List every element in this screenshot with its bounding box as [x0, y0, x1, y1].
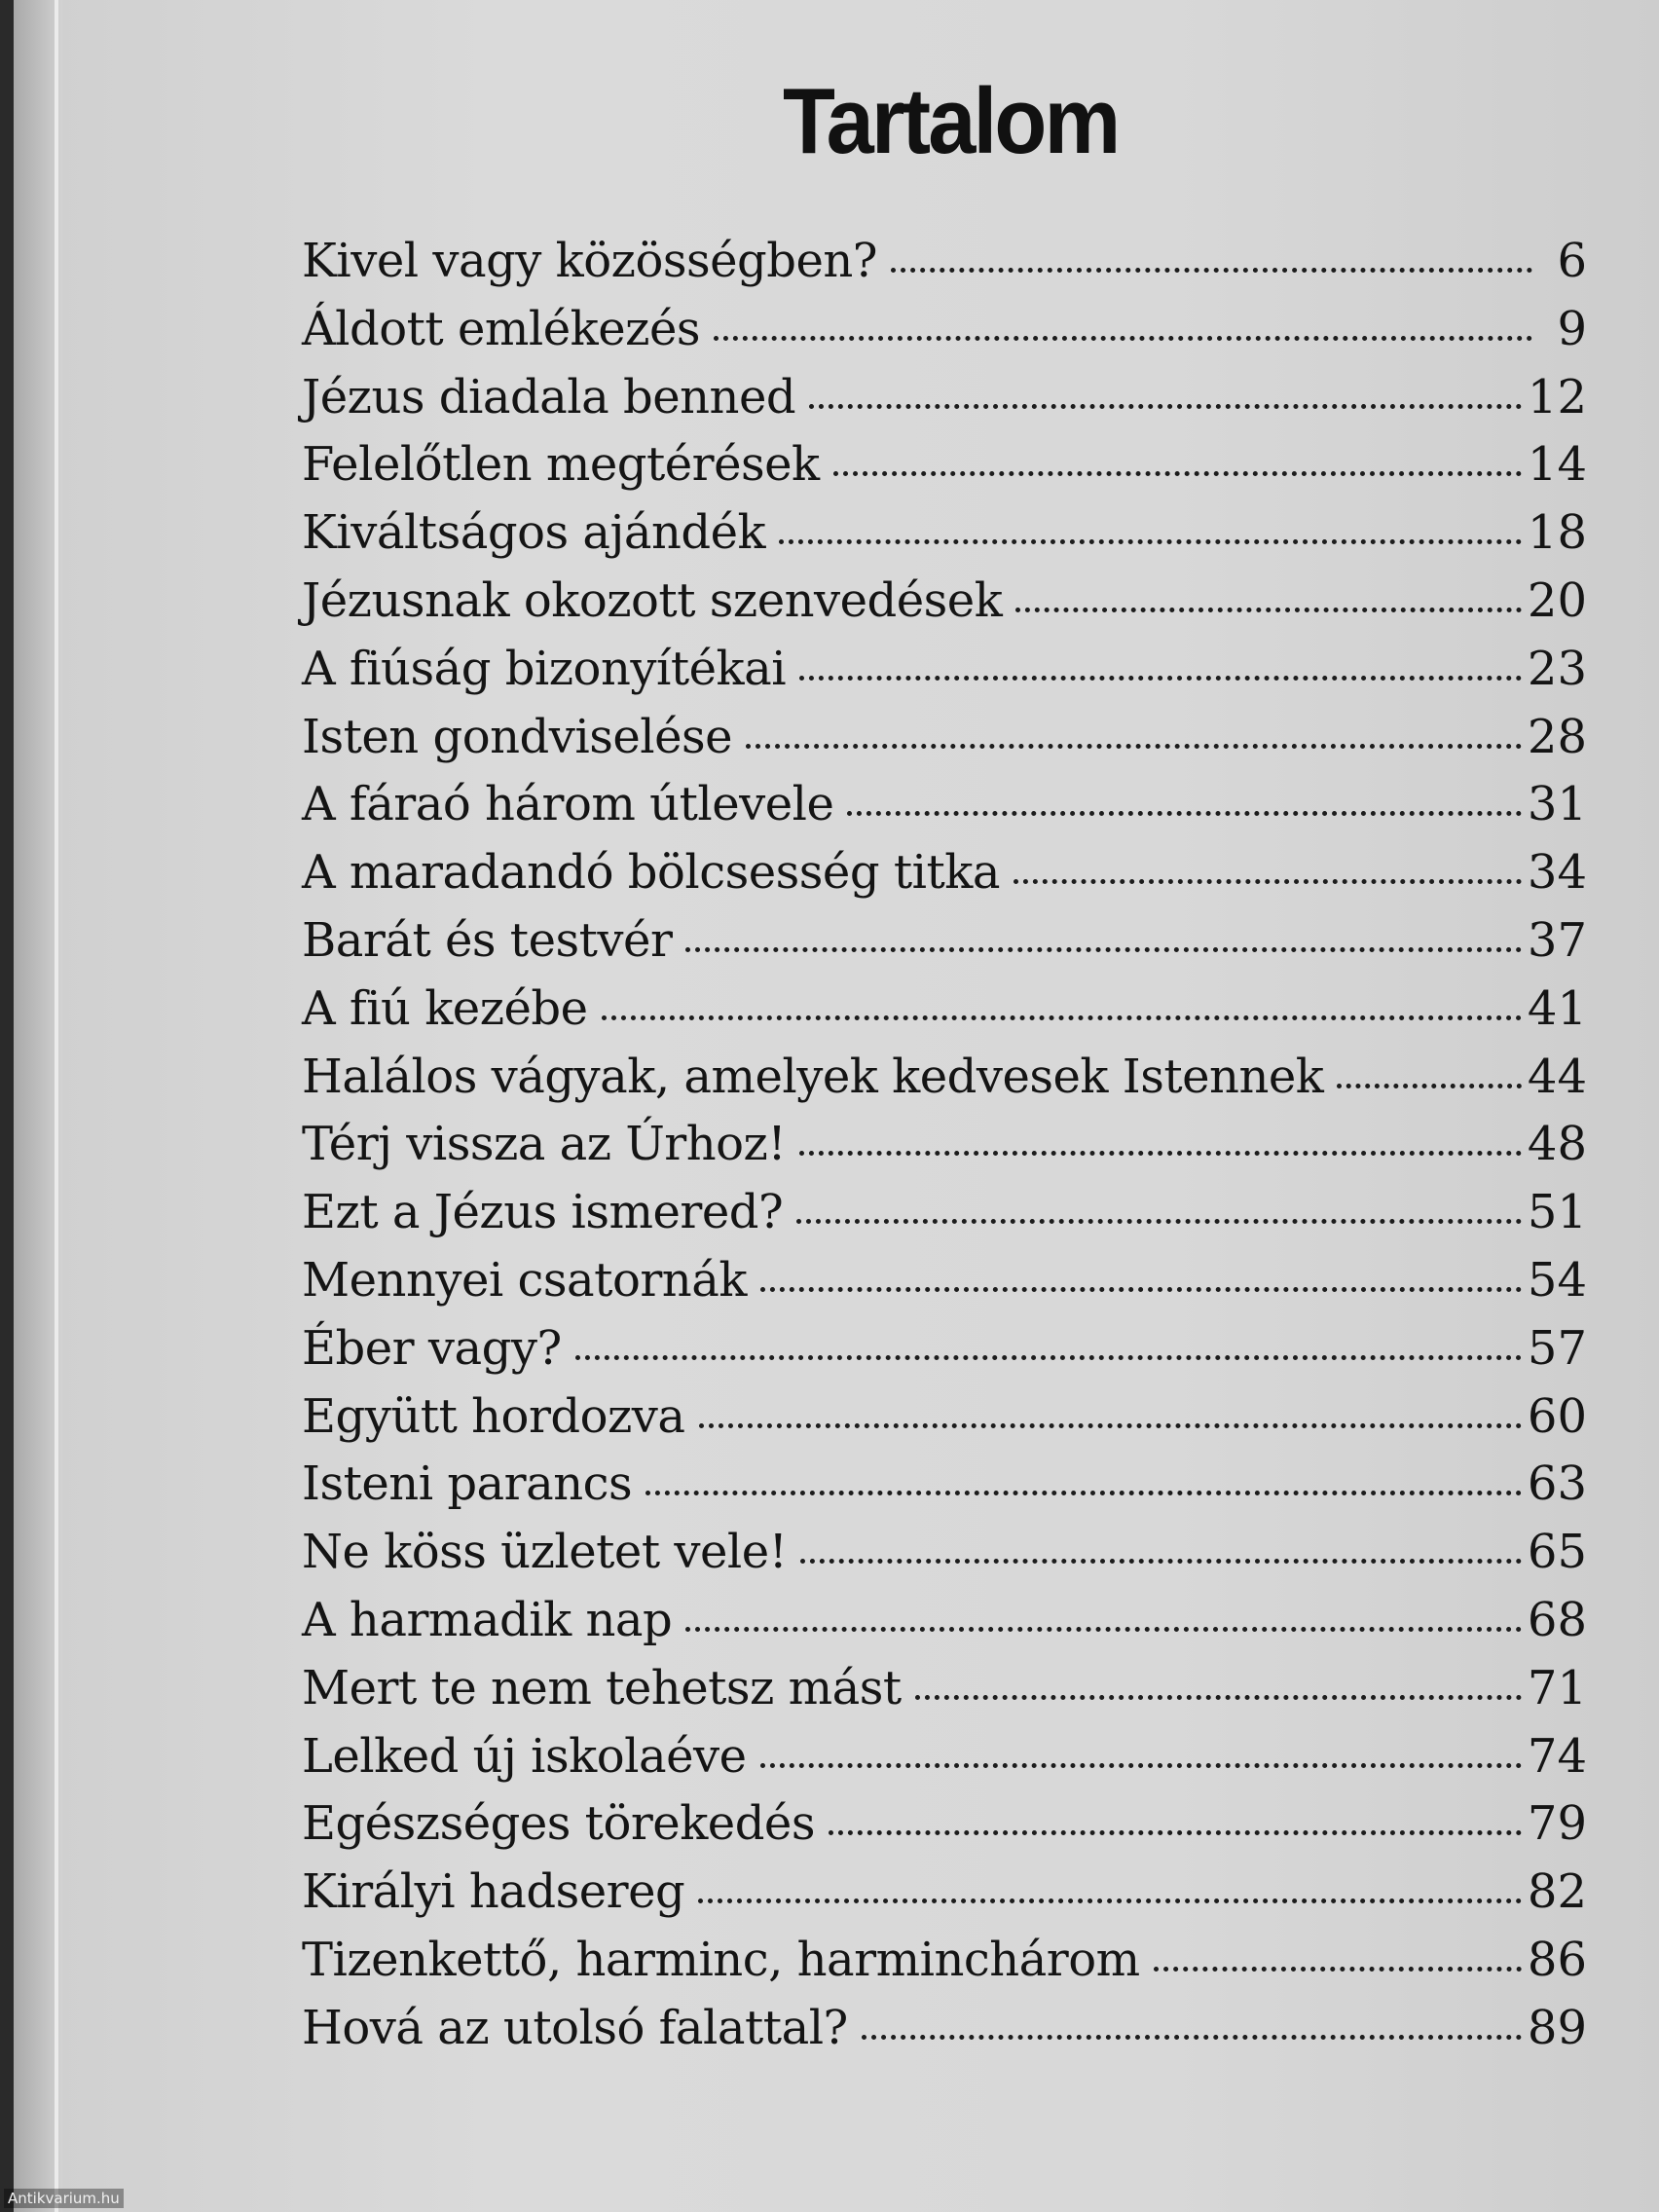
dot-leader: [847, 811, 1522, 816]
toc-entry-title: Ne köss üzletet vele!: [302, 1525, 788, 1580]
toc-entry-title: Egészséges törekedés: [302, 1796, 815, 1852]
dot-leader: [1014, 879, 1522, 884]
toc-entry-title: Áldott emlékezés: [302, 301, 700, 356]
toc-entry-title: Királyi hadsereg: [302, 1864, 685, 1920]
toc-entry-title: Együtt hordozva: [302, 1388, 685, 1444]
toc-entry-page-number: 74: [1527, 1728, 1587, 1784]
toc-entry: [302, 370, 1587, 438]
toc-entry-title: Felelőtlen megtérések: [302, 437, 820, 493]
table-of-contents: [302, 234, 1587, 2069]
toc-entry: [302, 437, 1587, 505]
toc-entry-title: Jézusnak okozott szenvedések: [302, 572, 1003, 628]
toc-entry: [302, 302, 1587, 370]
toc-entry: [302, 1456, 1587, 1525]
toc-entry: [302, 1729, 1587, 1797]
toc-entry-title: Térj vissza az Úrhoz!: [302, 1117, 787, 1172]
dot-leader: [685, 1627, 1522, 1632]
dot-leader: [800, 1559, 1521, 1564]
toc-entry: [302, 573, 1587, 642]
toc-entry-title: Barát és testvér: [302, 912, 673, 968]
toc-entry-page-number: 54: [1527, 1252, 1587, 1308]
toc-entry-title: Halálos vágyak, amelyek kedvesek Istennek: [302, 1049, 1324, 1104]
dot-leader: [645, 1491, 1522, 1495]
dot-leader: [699, 1423, 1522, 1428]
toc-entry-page-number: 63: [1527, 1456, 1587, 1512]
dot-leader: [799, 676, 1522, 681]
dot-leader: [1337, 1084, 1522, 1088]
toc-entry: [302, 234, 1587, 302]
toc-entry-title: Jézus diadala benned: [302, 369, 796, 424]
dot-leader: [829, 1830, 1522, 1835]
toc-entry: [302, 505, 1587, 573]
page-edge: [55, 0, 58, 2212]
toc-entry-title: A fiúság bizonyítékai: [302, 641, 787, 696]
toc-entry-title: Hová az utolsó falattal?: [302, 2000, 848, 2055]
toc-entry: [302, 710, 1587, 778]
toc-entry-page-number: 20: [1527, 572, 1587, 628]
toc-entry-page-number: 48: [1527, 1117, 1587, 1172]
toc-entry: [302, 1593, 1587, 1661]
toc-entry-page-number: 9: [1557, 301, 1587, 356]
toc-entry-title: Lelked új iskolaéve: [302, 1728, 747, 1784]
toc-entry: [302, 1864, 1587, 1933]
toc-entry: [302, 1321, 1587, 1389]
toc-entry-page-number: 60: [1527, 1388, 1587, 1444]
dot-leader: [833, 471, 1522, 476]
toc-entry-page-number: 68: [1527, 1592, 1587, 1647]
toc-entry: [302, 777, 1587, 845]
toc-entry-page-number: 34: [1527, 845, 1587, 901]
book-spine: [0, 0, 14, 2212]
toc-entry-title: Isteni parancs: [302, 1456, 633, 1512]
dot-leader: [891, 268, 1532, 273]
toc-entry: [302, 1661, 1587, 1729]
toc-entry-page-number: 31: [1527, 777, 1587, 832]
toc-entry: [302, 1185, 1587, 1253]
dot-leader: [575, 1355, 1522, 1360]
watermark: Antikvarium.hu: [4, 2189, 124, 2208]
toc-entry: [302, 1253, 1587, 1321]
toc-entry-page-number: 65: [1527, 1525, 1587, 1580]
dot-leader: [698, 1899, 1522, 1903]
dot-leader: [1154, 1967, 1522, 1972]
toc-entry-page-number: 51: [1527, 1185, 1587, 1240]
toc-entry-page-number: 14: [1527, 437, 1587, 493]
toc-entry-title: Éber vagy?: [302, 1320, 562, 1376]
toc-entry-page-number: 57: [1527, 1320, 1587, 1376]
toc-entry-title: Kivel vagy közösségben?: [302, 234, 878, 288]
toc-entry-title: Tizenkettő, harminc, harminchárom: [302, 1932, 1140, 1987]
toc-entry: [302, 1796, 1587, 1864]
toc-entry: [302, 1050, 1587, 1118]
toc-entry-page-number: 18: [1527, 505, 1587, 561]
toc-entry: [302, 2001, 1587, 2069]
toc-entry-title: A maradandó bölcsesség titka: [302, 845, 1000, 901]
dot-leader: [746, 744, 1522, 749]
dot-leader: [685, 947, 1522, 952]
toc-entry: [302, 1389, 1587, 1457]
toc-entry-page-number: 79: [1527, 1796, 1587, 1852]
toc-entry: [302, 642, 1587, 710]
toc-entry-page-number: 89: [1527, 2000, 1587, 2055]
toc-entry-page-number: 44: [1527, 1049, 1587, 1104]
toc-entry-title: Kiváltságos ajándék: [302, 505, 766, 561]
toc-entry-page-number: 86: [1527, 1932, 1587, 1987]
toc-entry: [302, 913, 1587, 981]
toc-entry: [302, 845, 1587, 913]
toc-entry-page-number: 23: [1527, 641, 1587, 696]
toc-entry-title: Mert te nem tehetsz mást: [302, 1660, 902, 1715]
toc-entry-page-number: 28: [1527, 709, 1587, 764]
dot-leader: [915, 1695, 1522, 1700]
dot-leader: [809, 404, 1522, 409]
toc-entry-title: A harmadik nap: [302, 1592, 673, 1647]
dot-leader: [602, 1015, 1522, 1020]
page-title: Tartalom: [783, 69, 1119, 173]
toc-entry: [302, 1117, 1587, 1185]
dot-leader: [799, 1151, 1522, 1156]
toc-entry: [302, 981, 1587, 1050]
dot-leader: [1015, 608, 1522, 612]
toc-entry-page-number: 6: [1557, 234, 1587, 288]
toc-entry-page-number: 82: [1527, 1864, 1587, 1920]
toc-entry: [302, 1933, 1587, 2001]
dot-leader: [796, 1219, 1522, 1224]
toc-entry-page-number: 12: [1527, 369, 1587, 424]
dot-leader: [779, 539, 1522, 544]
toc-entry-title: A fáraó három útlevele: [302, 777, 834, 832]
dot-leader: [760, 1287, 1522, 1292]
dot-leader: [760, 1763, 1522, 1768]
dot-leader: [862, 2035, 1522, 2040]
toc-entry-title: Ezt a Jézus ismered?: [302, 1185, 784, 1240]
toc-entry: [302, 1525, 1587, 1593]
toc-entry-title: Mennyei csatornák: [302, 1252, 747, 1308]
toc-entry-page-number: 41: [1527, 980, 1587, 1036]
toc-entry-title: Isten gondviselése: [302, 709, 733, 764]
toc-entry-title: A fiú kezébe: [302, 980, 588, 1036]
dot-leader: [714, 336, 1532, 341]
toc-entry-page-number: 71: [1527, 1660, 1587, 1715]
toc-entry-page-number: 37: [1527, 912, 1587, 968]
